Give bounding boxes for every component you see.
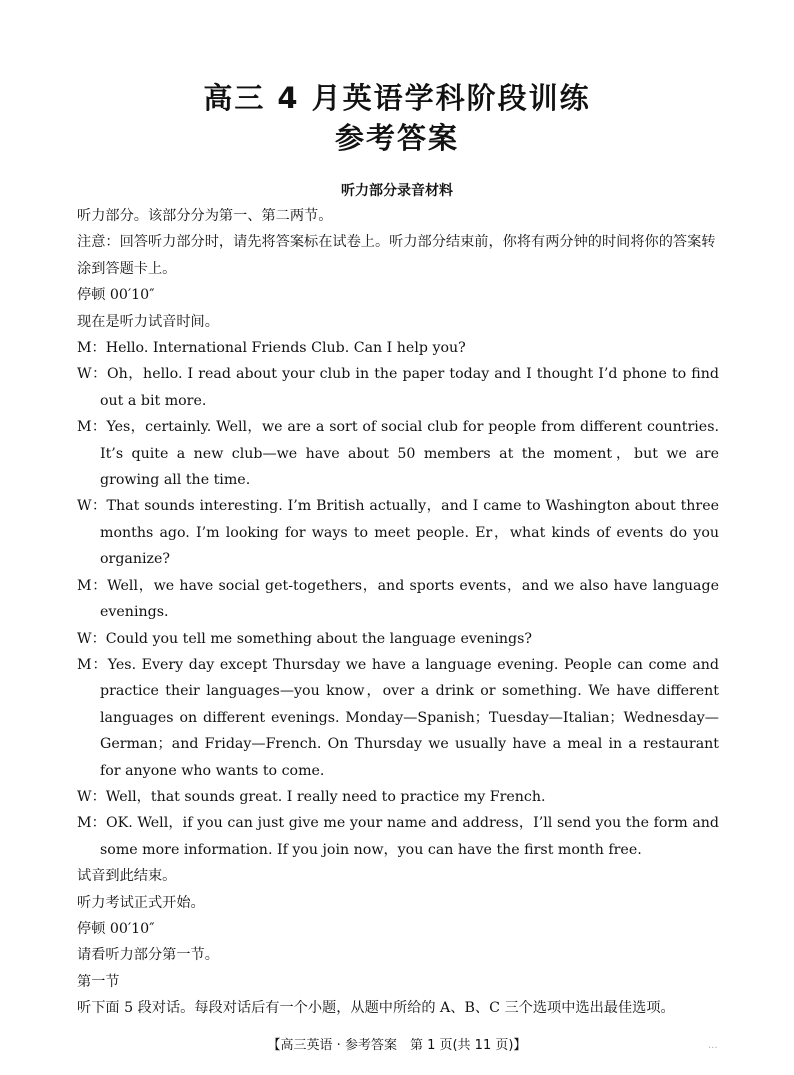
intro-line: 听力部分。该部分分为第一、第二两节。 <box>77 208 333 224</box>
dialogue-text: Could you tell me something about the language evenings? <box>105 630 533 647</box>
dialogue-text: Well，we have social get-togethers，and sports events，and we also have language evenings. <box>100 577 719 621</box>
speaker-label: W： <box>77 366 107 383</box>
page-subtitle: 参考答案 <box>334 121 459 155</box>
outro-line: 听下面 5 段对话。每段对话后有一个小题，从题中所给的 A、B、C 三个选项中选出最佳选项。 <box>77 1000 675 1017</box>
speaker-label: W： <box>77 788 106 805</box>
transcript-body <box>77 203 719 1022</box>
dialogue-line <box>77 493 719 572</box>
dialogue-text: Well，that sounds great. I really need to practice my French. <box>105 788 546 805</box>
corner-mark: ... <box>708 1040 718 1051</box>
dialogue-text: OK. Well，if you can just give me your name and address，I’ll send you the form and some more information. If you join now，you can have the first month free. <box>100 815 720 858</box>
speaker-label: M： <box>77 577 108 594</box>
intro-line: 现在是听力试音时间。 <box>77 313 219 330</box>
dialogue-text: Yes. Every day except Thursday we have a language evening. People can come and practice their languages—you know，over a drink or something. We have different languages on different evenings. Monday—Spanish；Tuesday—Italian；Wednesday—German；and Friday—French. On Thursday we usually have a meal in a restaurant for anyone who wants to come. <box>100 656 720 779</box>
dialogue-text: That sounds interesting. I’m British actually，and I came to Washington about three months ago. I’m looking for ways to meet people. Er，what kinds of events do you organize? <box>100 498 719 568</box>
outro-line: 停顿 00′10″ <box>77 920 155 937</box>
dialogue-line <box>77 414 719 493</box>
outro-line: 听力考试正式开始。 <box>77 894 205 911</box>
dialogue-text: Hello. International Friends Club. Can I help you? <box>105 340 466 357</box>
outro-line: 第一节 <box>77 973 120 990</box>
page-title: 高三 4 月英语学科阶段训练 <box>203 81 591 115</box>
dialogue-line <box>77 652 719 784</box>
intro-line: 注意：回答听力部分时，请先将答案标在试卷上。听力部分结束前，你将有两分钟的时间将你的答案转涂到答题卡上。 <box>77 234 716 277</box>
outro-line: 试音到此结束。 <box>77 868 177 885</box>
dialogue-line <box>77 784 719 810</box>
dialogue-text: Oh，hello. I read about your club in the paper today and I thought I’d phone to find out a bit more. <box>100 366 719 409</box>
dialogue-line <box>77 626 719 652</box>
speaker-label: M： <box>77 340 106 357</box>
page-footer: 【高三英语 · 参考答案 第 1 页(共 11 页)】 <box>267 1038 527 1053</box>
dialogue-line <box>77 810 719 863</box>
intro-line: 停顿 00′10″ <box>77 287 155 304</box>
section-title: 听力部分录音材料 <box>341 183 453 199</box>
speaker-label: M： <box>77 815 106 832</box>
dialogue-text: Yes，certainly. Well，we are a sort of social club for people from different countries. It’s quite a new club—we have about 50 members at the moment，but we are growing all the time. <box>100 419 719 489</box>
speaker-label: W： <box>77 498 107 515</box>
dialogue-line <box>77 573 719 626</box>
outro-line: 请看听力部分第一节。 <box>77 947 219 964</box>
speaker-label: W： <box>77 630 106 647</box>
dialogue-line <box>77 361 719 414</box>
speaker-label: M： <box>77 419 107 436</box>
dialogue-line <box>77 335 719 361</box>
speaker-label: M： <box>77 656 108 673</box>
